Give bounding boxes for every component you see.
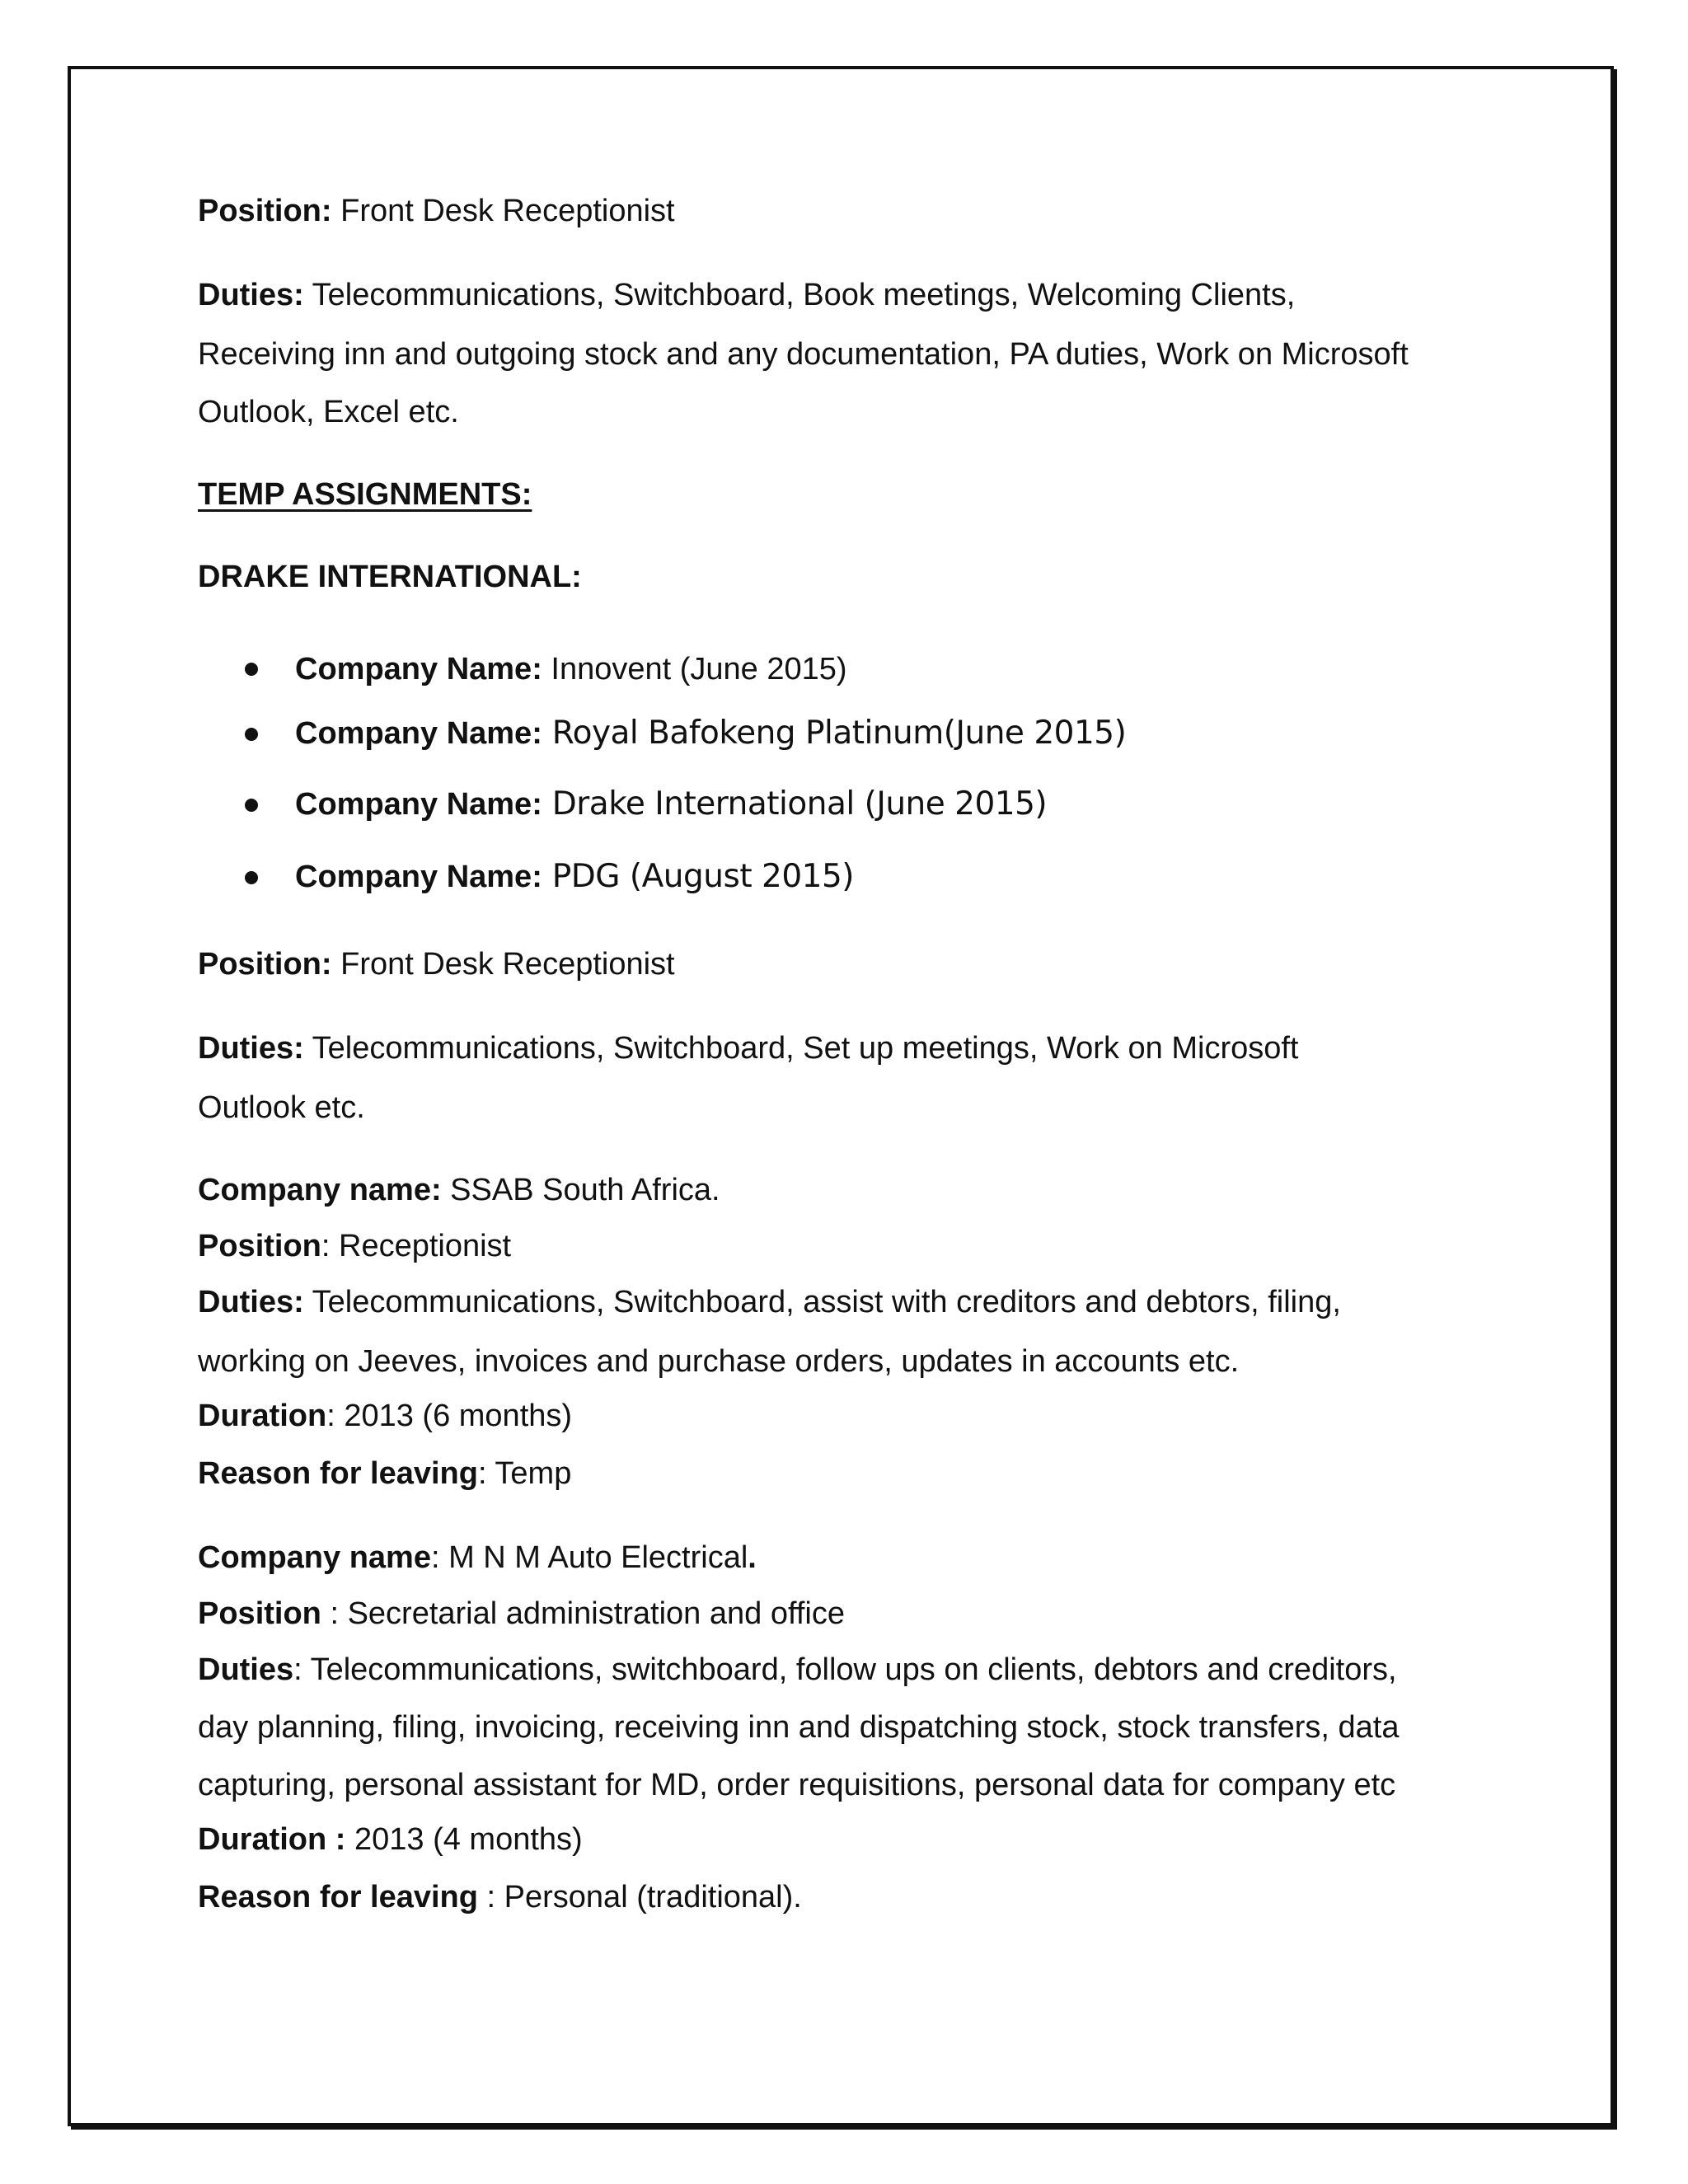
company-label: Company Name: bbox=[295, 787, 542, 822]
position-line bbox=[198, 1227, 511, 1265]
position-label: Position bbox=[198, 1596, 321, 1631]
duties-continuation: day planning, filing, invoicing, receiving inn and dispatching stock, stock transfers, data bbox=[198, 1710, 1400, 1745]
duties-text: Telecommunications, Switchboard, assist with creditors and debtors, filing, bbox=[303, 1285, 1341, 1319]
bullet-icon bbox=[245, 871, 258, 884]
position-line bbox=[198, 945, 675, 983]
duties-text: Telecommunications, Switchboard, Book meetings, Welcoming Clients, bbox=[303, 278, 1296, 312]
position-value: : Receptionist bbox=[321, 1229, 512, 1263]
agency-heading: DRAKE INTERNATIONAL: bbox=[198, 560, 582, 594]
reason-label: Reason for leaving bbox=[198, 1456, 478, 1491]
duties-line bbox=[198, 1651, 1397, 1689]
reason-line bbox=[198, 1455, 571, 1493]
company-list-item bbox=[295, 785, 1047, 823]
company-line bbox=[198, 1171, 720, 1209]
position-value: Front Desk Receptionist bbox=[331, 194, 675, 228]
company-period: . bbox=[748, 1540, 757, 1575]
duties-label: Duties: bbox=[198, 1285, 304, 1319]
duration-value: 2013 (4 months) bbox=[345, 1822, 583, 1857]
duration-line bbox=[198, 1397, 572, 1435]
reason-value: : Temp bbox=[477, 1456, 572, 1491]
reason-line bbox=[198, 1878, 802, 1916]
company-value: Innovent (June 2015) bbox=[542, 652, 847, 687]
company-list-item bbox=[295, 858, 854, 896]
duties-line bbox=[198, 1029, 1298, 1067]
duties-continuation: working on Jeeves, invoices and purchase orders, updates in accounts etc. bbox=[198, 1344, 1240, 1379]
position-line bbox=[198, 192, 675, 230]
position-label: Position: bbox=[198, 194, 332, 228]
duties-text: Telecommunications, Switchboard, Set up meetings, Work on Microsoft bbox=[303, 1031, 1299, 1066]
company-list-item bbox=[295, 715, 1126, 752]
company-label: Company Name: bbox=[295, 652, 542, 687]
position-line bbox=[198, 1595, 845, 1633]
company-value: Drake International (June 2015) bbox=[542, 785, 1048, 823]
bullet-icon bbox=[245, 728, 258, 741]
company-list-item bbox=[295, 650, 847, 688]
company-value: PDG (August 2015) bbox=[542, 858, 854, 895]
duties-label: Duties: bbox=[198, 1031, 304, 1066]
duration-value: : 2013 (6 months) bbox=[326, 1399, 573, 1433]
duties-label: Duties: bbox=[198, 278, 304, 312]
bullet-icon bbox=[245, 663, 258, 676]
company-line bbox=[198, 1539, 757, 1577]
bullet-icon bbox=[245, 799, 258, 812]
company-label: Company name: bbox=[198, 1173, 442, 1207]
company-label: Company name bbox=[198, 1540, 431, 1575]
company-value: : M N M Auto Electrical bbox=[430, 1540, 748, 1575]
duties-continuation: Outlook, Excel etc. bbox=[198, 395, 459, 429]
company-value: SSAB South Africa. bbox=[441, 1173, 720, 1207]
position-value: : Secretarial administration and office bbox=[321, 1596, 845, 1631]
company-label: Company Name: bbox=[295, 860, 542, 894]
duties-continuation: capturing, personal assistant for MD, order requisitions, personal data for company etc bbox=[198, 1768, 1396, 1802]
position-value: Front Desk Receptionist bbox=[331, 947, 675, 982]
temp-assignments-heading: TEMP ASSIGNMENTS: bbox=[198, 477, 532, 512]
duration-label: Duration : bbox=[198, 1822, 346, 1857]
duration-label: Duration bbox=[198, 1399, 327, 1433]
duties-line bbox=[198, 276, 1295, 314]
company-label: Company Name: bbox=[295, 716, 542, 751]
position-label: Position bbox=[198, 1229, 321, 1263]
duties-continuation: Receiving inn and outgoing stock and any documentation, PA duties, Work on Microsoft bbox=[198, 337, 1409, 372]
reason-value: : Personal (traditional). bbox=[477, 1880, 802, 1915]
duties-continuation: Outlook etc. bbox=[198, 1090, 365, 1125]
duties-line bbox=[198, 1283, 1341, 1321]
duration-line bbox=[198, 1821, 583, 1858]
company-value: Royal Bafokeng Platinum(June 2015) bbox=[542, 715, 1127, 752]
position-label: Position: bbox=[198, 947, 332, 982]
reason-label: Reason for leaving bbox=[198, 1880, 478, 1915]
duties-text: : Telecommunications, switchboard, follow ups on clients, debtors and creditors, bbox=[293, 1652, 1397, 1687]
duties-label: Duties bbox=[198, 1652, 294, 1687]
